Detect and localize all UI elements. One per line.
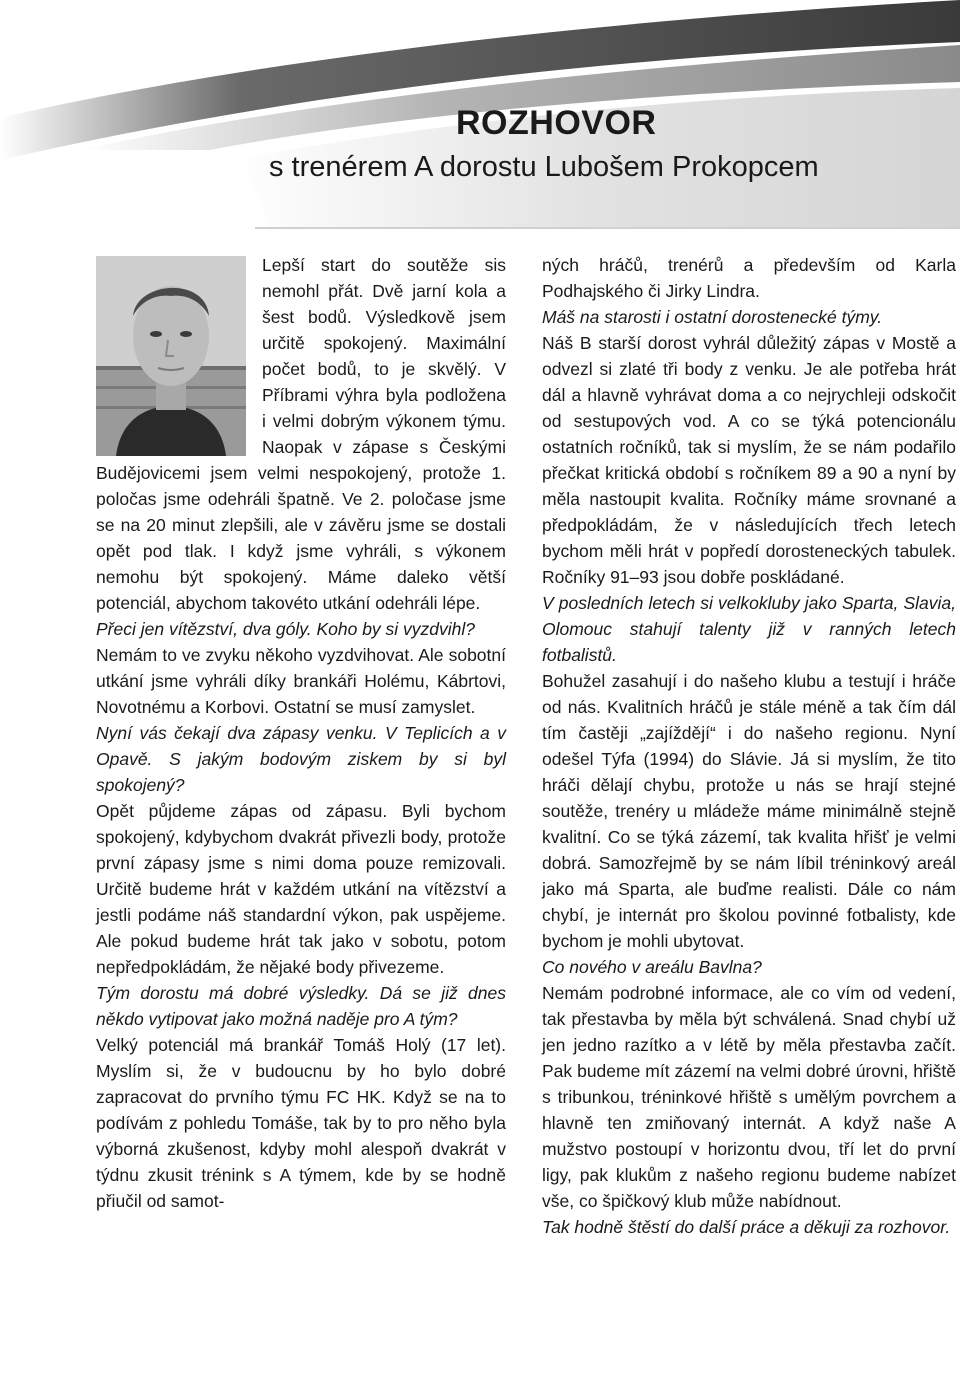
question-paragraph: Nyní vás čekají dva zápasy venku. V Teplicích a v Opavě. S jakým bodovým ziskem by si byl spokojený? bbox=[96, 723, 506, 795]
question-paragraph: Přeci jen vítězství, dva góly. Koho by si vyzdvihl? bbox=[96, 619, 476, 639]
article-title: ROZHOVOR bbox=[456, 104, 657, 142]
answer-paragraph: Bohužel zasahují i do našeho klubu a testují i hráče od nás. Kvalitních hráčů je stále méně a tak čím dál tím častěji „zajíždějí“ i do našeho regionu. Nyní odešel Týfa (1994) do Slávie. Já si myslím, že tito hráči dělají chybu, protože u nás se hrají stejné soutěže, trenéry u mládeže máme minimálně stejně kvalitní. Co se týká zázemí, tak kvalita hřišť je velmi dobrá. Samozřejmě by se nám líbil tréninkový areál jako má Sparta, ale buďme realisti. Dále co nám chybí, je internát pro školou povinné fotbalisty, kde bychom je mohli ubytovat. bbox=[542, 671, 956, 951]
question-paragraph: V posledních letech si velkokluby jako Sparta, Slavia, Olomouc stahují talenty již v ranných letech fotbalistů. bbox=[542, 593, 956, 665]
question-paragraph: Tak hodně štěstí do další práce a děkuji za rozhovor. bbox=[542, 1217, 951, 1237]
answer-paragraph: Lepší start do soutěže sis nemohl přát. Dvě jarní kola a šest bodů. Výsledkově jsem určitě spokojený. Maximální počet bodů, to je skvělý. V Příbrami výhra byla podložena i velmi dobrým výkonem týmu. Naopak v zápase s Českými Budějovicemi jsem velmi nespokojený, protože 1. poločas jsme odehráli špatně. Ve 2. poločase jsme se na 20 minut zlepšili, ale v závěru jsme se dostali opět pod tlak. I když jsme vyhráli, s výkonem nemohu být spokojený. Máme daleko větší potenciál, abychom takovéto utkání odehráli lépe. bbox=[96, 255, 506, 613]
answer-paragraph: Náš B starší dorost vyhrál důležitý zápas v Mostě a odvezl si zlaté tři body z venku. Je ale potřeba hrát dál a hlavně vyhrávat doma a co nejrychleji odskočit od sestupových vod. A co se týká potencionálu ostatních ročníků, tak si myslím, že se nám podařilo přečkat kritická období s ročníkem 89 a 90 a nyní by měla nastoupit kvalita. Ročníky máme srovnané a předpokládám, že v následujících třech letech bychom měli hrát v popředí dorosteneckých tabulek. Ročníky 91–93 jsou dobře poskládané. bbox=[542, 333, 956, 587]
photo-spacer bbox=[96, 252, 262, 458]
article-subtitle: s trenérem A dorostu Lubošem Prokopcem bbox=[269, 151, 819, 183]
right-column bbox=[542, 252, 956, 1240]
answer-paragraph: ných hráčů, trenérů a především od Karla Podhajského či Jirky Lindra. bbox=[542, 255, 956, 301]
answer-paragraph: Nemám podrobné informace, ale co vím od vedení, tak přestavba by měla být schválená. Snad chybí už jen jedno razítko a v létě by měla přestavba začít. Pak budeme mít zázemí na velmi dobré úrovni, hřiště s tribunkou, tréninkové hřiště s umělým povrchem a hlavně ten zmiňovaný internát. A když naše A mužstvo postoupí v horizontu dvou, tří let do první ligy, pak klukům z našeho regionu budeme nabízet vše, co špičkový klub může nabídnout. bbox=[542, 983, 956, 1211]
question-paragraph: Co nového v areálu Bavlna? bbox=[542, 957, 762, 977]
question-paragraph: Tým dorostu má dobré výsledky. Dá se již dnes někdo vytipovat jako možná naděje pro A tým? bbox=[96, 983, 506, 1029]
left-column bbox=[96, 252, 506, 1214]
question-paragraph: Máš na starosti i ostatní dorostenecké týmy. bbox=[542, 307, 883, 327]
answer-paragraph: Nemám to ve zvyku někoho vyzdvihovat. Ale sobotní utkání jsme vyhráli díky brankáři Holému, Kábrtovi, Novotnému a Korbovi. Ostatní se musí zamyslet. bbox=[96, 645, 506, 717]
answer-paragraph: Velký potenciál má brankář Tomáš Holý (17 let). Myslím si, že v budoucnu by ho bylo dobré zapracovat do prvního týmu FC HK. Když se na to podívám z pohledu Tomáše, tak by to pro něho byla výborná zkušenost, kdyby mohl alespoň dvakrát v týdnu zkusit trénink s A týmem, kde by se hodně přiučil od samot- bbox=[96, 1035, 506, 1211]
answer-paragraph: Opět půjdeme zápas od zápasu. Byli bychom spokojený, kdybychom dvakrát přivezli body, protože první zápasy jsme s nimi doma pouze remizovali. Určitě budeme hrát v každém utkání na vítězství a jestli podáme náš standardní výkon, pak uspějeme. Ale pokud budeme hrát tak jako v sobotu, potom nepředpokládám, že nějaké body přivezeme. bbox=[96, 801, 506, 977]
